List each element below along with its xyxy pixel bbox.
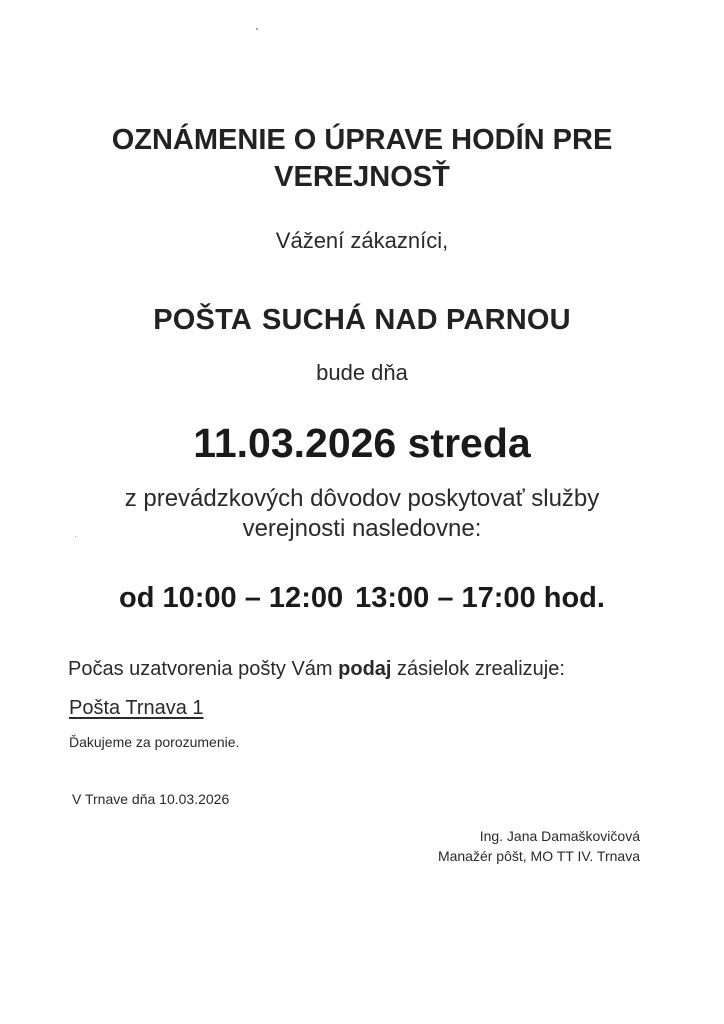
thanks-text: Ďakujeme za porozumenie. [69,734,240,750]
will-be-text: bude dňa [316,360,408,385]
reason-line-1: z prevádzkových dôvodov poskytovať služby [124,485,600,512]
hours-block-1: od 10:00 – 12:00 [119,582,344,614]
reason-text [0,484,724,544]
office-name-part-2: SUCHÁ NAD PARNOU [261,304,571,336]
signature-name: Ing. Jana Damaškovičová [479,828,640,844]
notice-date: 11.03.2026 streda [193,420,531,466]
closure-text-after: zásielok zrealizuje: [391,658,565,680]
closure-text-before: Počas uzatvorenia pošty Vám [68,658,339,680]
title-line-2: VEREJNOSŤ [274,161,450,193]
place-and-date: V Trnave dňa 10.03.2026 [72,791,230,807]
signature-role: Manažér pôšt, MO TT IV. Trnava [437,848,640,864]
greeting: Vážení zákazníci, [275,228,449,253]
opening-hours [0,582,724,615]
alternative-post-office: Pošta Trnava 1 [69,697,204,719]
closure-info [68,658,565,681]
scan-speck [256,28,258,30]
title-line-1: OZNÁMENIE O ÚPRAVE HODÍN PRE [111,124,613,156]
hours-block-2: 13:00 – 17:00 hod. [355,582,605,614]
office-name-part-1: POŠTA [153,304,252,336]
signature-block [438,826,640,866]
closure-text-bold: podaj [338,658,392,680]
notice-title [0,122,724,196]
reason-line-2: verejnosti nasledovne: [242,515,482,542]
post-office-name [0,304,724,337]
